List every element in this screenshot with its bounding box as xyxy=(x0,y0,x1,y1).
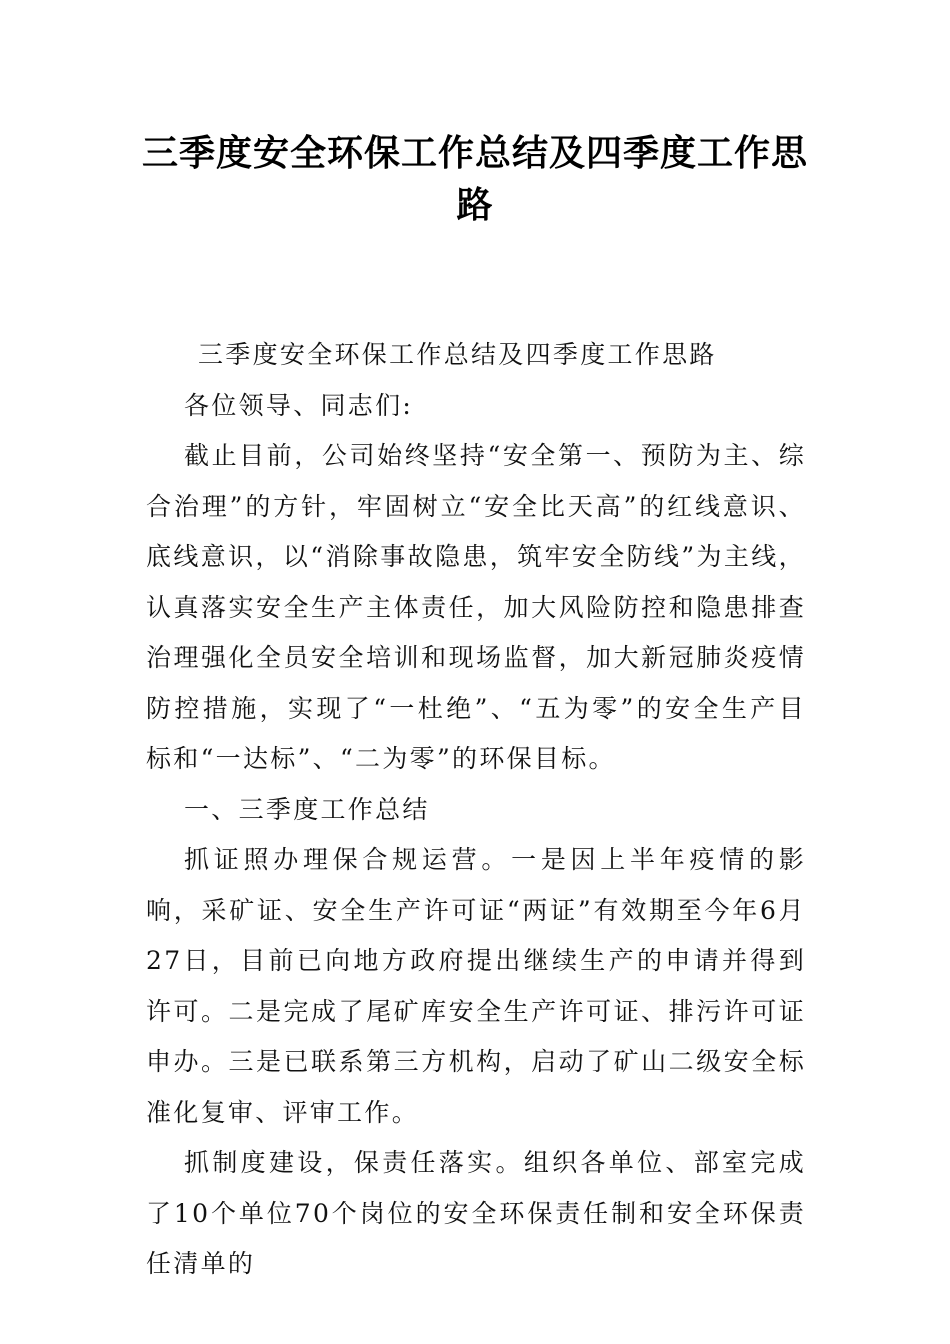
intro-paragraph: 截止目前，公司始终坚持“安全第一、预防为主、综合治理”的方针，牢固树立“安全比天高”的红线意识、底线意识，以“消除事故隐患，筑牢安全防线”为主线，认真落实安全生产主体责任，加大风险防控和隐患排查治理强化全员安全培训和现场监督，加大新冠肺炎疫情防控措施，实现了“一杜绝”、“五为零”的安全生产目标和“一达标”、“二为零”的环保目标。 xyxy=(146,441,806,773)
licensing-paragraph: 抓证照办理保合规运营。一是因上半年疫情的影响，采矿证、安全生产许可证“两证”有效期至今年6月27日，目前已向地方政府提出继续生产的申请并得到许可。二是完成了尾矿库安全生产许可证、排污许可证申办。三是已联系第三方机构，启动了矿山二级安全标准化复审、评审工作。 xyxy=(146,845,806,1127)
section-heading: 一、三季度工作总结 xyxy=(184,794,430,824)
document-title: 三季度安全环保工作总结及四季度工作思路 xyxy=(141,133,808,226)
document-body xyxy=(146,330,806,1290)
salutation: 各位领导、同志们: xyxy=(184,390,414,420)
document-subtitle: 三季度安全环保工作总结及四季度工作思路 xyxy=(198,340,717,369)
responsibility-paragraph: 抓制度建设，保责任落实。组织各单位、部室完成了10个单位70个岗位的安全环保责任制和安全环保责任清单的 xyxy=(146,1148,806,1278)
